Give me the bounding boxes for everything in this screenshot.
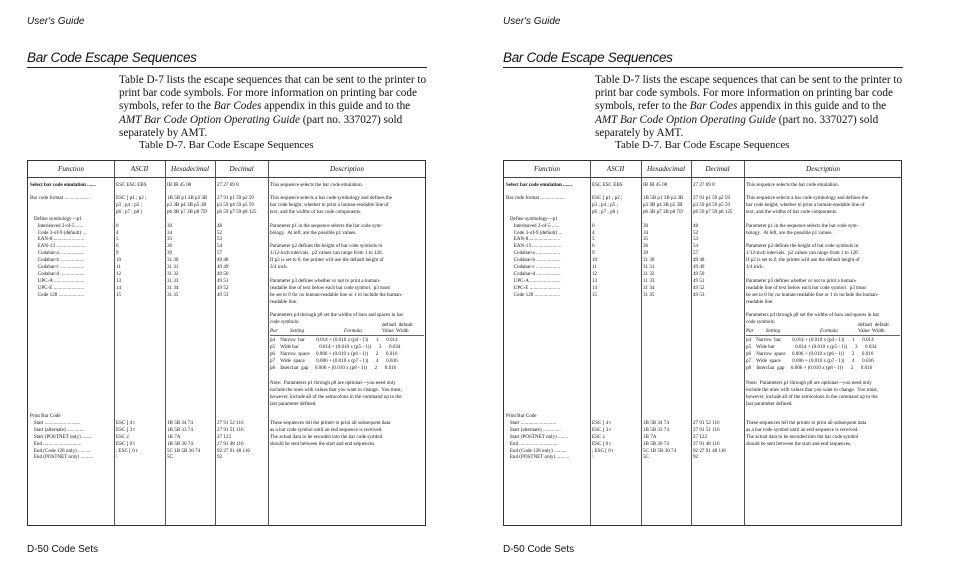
- print-function: Print Bar Code Start ............................ Start (alternate) .............. Start (POSTNET only) ........ End .............................. End (Code 128 only) .......... End (POSTNET only) ..........: [30, 413, 94, 461]
- col-description: Description: [330, 165, 364, 173]
- format-desc: This sequence selects a bar code symbology and defines the bar code height, whether to print a human-readable line of text, and the widths of bar code components. Parameter p1 in the sequence selects the bar code sym- bology. At left, are the possible p1 values. Parameter p2 defines the height of bar code symbols in 1/12-inch intervals. p2 values can range from 1 to 120. If p2 is set to 0, the printer will use the default height of 3/4 inch. Parameter p3 defines whether or not to print a human- readable line of text below each bar code symbol. p3 must be set to 0 for no human-readable line or 1 to include the human- readable line. Parameters p4 through p8 set the widths of bars and spaces in bar code symbols:: [746, 195, 880, 326]
- page-footer: D-50 Code Sets: [503, 544, 575, 555]
- title-rule: [503, 67, 903, 68]
- format-ascii: ESC [ p1 ; p2 ; p3 ; p4 ; p5 ; p6 ; p7 ; p8 } 0 4 5 6 9 10 11 12 13 14 15: [116, 195, 147, 298]
- col-ascii: ASCII: [130, 165, 149, 173]
- select-dec: 27 27 69 8: [693, 182, 715, 188]
- format-dec: 27 91 p1 59 p2 59 p3 59 p4 59 p5 59 p6 59 p7 59 p8 125 48 52 53 54 57 49 48 49 49 49 50 49 51 49 52 49 53: [693, 195, 733, 298]
- width-table: default default Value Width Par Setting Formula p4 Narrow bar 0.014 + (0.010 x (p4 - 1)) 1 0.014 p5 Wide bar 0.014 + (0.010 x (p5 - 1)) 3 0.034 p6 Narrow space 0.006 + (0.010 x (p6 - 1)) 2 0.016 p7 Wide space 0.006 + (0.010 x (p7 - 1)) 4 0.036 p8 Interchar gap 0.006 + (0.010 x (p8 - 1)) 2 0.016: [270, 322, 424, 384]
- section-title: Bar Code Escape Sequences: [503, 50, 673, 65]
- page-header: User's Guide: [27, 16, 85, 27]
- select-ascii: ESC ESC EBS: [116, 182, 147, 188]
- col-ascii: ASCII: [606, 165, 625, 173]
- format-hex: 1B 5B p1 3B p2 3B p3 3B p4 3B p5 3B p6 3B p7 3B p8 7D 30 34 35 36 39 31 30 31 31 31 32 31 33 31 34 31 35: [167, 195, 208, 298]
- print-function: Print Bar Code Start ............................ Start (alternate) .............. Start (POSTNET only) ........ End .............................. End (Code 128 only) .......... End (POSTNET only) ..........: [506, 413, 570, 461]
- page-header: User's Guide: [503, 16, 561, 27]
- col-function: Function: [534, 165, 560, 173]
- width-table: default default Value Width Par Setting Formula p4 Narrow bar 0.014 + (0.010 x (p4 - 1)) 1 0.014 p5 Wide bar 0.014 + (0.010 x (p5 - 1)) 3 0.034 p6 Narrow space 0.006 + (0.010 x (p6 - 1)) 2 0.016 p7 Wide space 0.006 + (0.010 x (p7 - 1)) 4 0.036 p8 Interchar gap 0.006 + (0.010 x (p8 - 1)) 2 0.016: [746, 322, 900, 384]
- format-function: Bar code format .................... Define symbology—p1 Interleaved 2-of-5 ...... Code 3-of-9 (default) ... EAN-8......................... EAN-13 ....................... Codabar-a ................... Codabar-b ................... Codabar-c ................... Codabar-d ................... UPC-A ........................ UPC-E ........................ Code 128 ....................: [506, 195, 566, 298]
- print-ascii: ESC [ 4 t ESC [ 3 t ESC z ESC [ 0 t ; ESC [ 0 t \: [116, 419, 138, 461]
- select-desc: This sequence selects the bar code emulation.: [270, 182, 363, 188]
- intro-paragraph: Table D-7 lists the escape sequences that can be sent to the printer to print bar code symbols. For more information on printing bar code symbols, refer to the Bar Codes appendix in this guide and to the AMT Bar Code Option Operating Guide (part no. 337027) sold separately by AMT.: [595, 74, 903, 139]
- col-hex: Hexadecimal: [647, 165, 685, 173]
- select-ascii: ESC ESC EBS: [592, 182, 623, 188]
- select-desc: This sequence selects the bar code emulation.: [746, 182, 839, 188]
- select-hex: IB IB 45 08: [643, 182, 668, 188]
- right-page: [503, 0, 923, 580]
- col-decimal: Decimal: [705, 165, 730, 173]
- col-description: Description: [806, 165, 840, 173]
- select-dec: 27 27 69 8: [217, 182, 239, 188]
- print-hex: 1B 5B 34 74 1B 5B 33 74 1B 7A 1B 5B 30 74 5C 1B 5B 30 74 5C: [167, 419, 201, 461]
- table-caption: Table D-7. Bar Code Escape Sequences: [615, 139, 790, 151]
- format-hex: 1B 5B p1 3B p2 3B p3 3B p4 3B p5 3B p6 3B p7 3B p8 7D 30 34 35 36 39 31 30 31 31 31 32 31 33 31 34 31 35: [643, 195, 684, 298]
- escape-sequence-table: [27, 160, 426, 526]
- select-function: Select bar code emulation .......: [30, 182, 96, 188]
- format-ascii: ESC [ p1 ; p2 ; p3 ; p4 ; p5 ; p6 ; p7 ; p8 } 0 4 5 6 9 10 11 12 13 14 15: [592, 195, 623, 298]
- format-desc: This sequence selects a bar code symbology and defines the bar code height, whether to print a human-readable line of text, and the widths of bar code components. Parameter p1 in the sequence selects the bar code sym- bology. At left, are the possible p1 values. Parameter p2 defines the height of bar code symbols in 1/12-inch intervals. p2 values can range from 1 to 120. If p2 is set to 0, the printer will use the default height of 3/4 inch. Parameter p3 defines whether or not to print a human- readable line of text below each bar code symbol. p3 must be set to 0 for no human-readable line or 1 to include the human- readable line. Parameters p4 through p8 set the widths of bars and spaces in bar code symbols:: [270, 195, 404, 326]
- escape-sequence-table: [503, 160, 902, 526]
- print-hex: 1B 5B 34 74 1B 5B 33 74 1B 7A 1B 5B 30 74 5C 1B 5B 30 74 5C: [643, 419, 677, 461]
- select-function: Select bar code emulation .......: [506, 182, 572, 188]
- page-footer: D-50 Code Sets: [27, 544, 99, 555]
- print-ascii: ESC [ 4 t ESC [ 3 t ESC z ESC [ 0 t ; ESC [ 0 t \: [592, 419, 614, 461]
- section-title: Bar Code Escape Sequences: [27, 50, 197, 65]
- print-dec: 27 91 52 116 27 91 51 116 27 122 27 91 48 116 92 27 91 48 116 92: [217, 419, 250, 461]
- format-note: Note: Parameters p1 through p8 are optional—you need only include the ones with values that you want to change. You must, however, include all of the semicolons in the command up to the last parameter defined.: [746, 380, 878, 407]
- format-dec: 27 91 p1 59 p2 59 p3 59 p4 59 p5 59 p6 59 p7 59 p8 125 48 52 53 54 57 49 48 49 49 49 50 49 51 49 52 49 53: [217, 195, 257, 298]
- col-function: Function: [58, 165, 84, 173]
- select-hex: IB IB 45 08: [167, 182, 192, 188]
- title-rule: [27, 67, 427, 68]
- format-function: Bar code format .................... Define symbology—p1 Interleaved 2-of-5 ...... Code 3-of-9 (default) ... EAN-8......................... EAN-13 ....................... Codabar-a ................... Codabar-b ................... Codabar-c ................... Codabar-d ................... UPC-A ........................ UPC-E ........................ Code 128 ....................: [30, 195, 90, 298]
- print-desc: These sequences tell the printer to print all subsequent data as a bar code symbol until an end sequence is received. The actual data to be encoded into the bar code symbol should be sent between the start and end sequences.: [746, 419, 867, 447]
- left-page: [27, 0, 447, 580]
- table-caption: Table D-7. Bar Code Escape Sequences: [139, 139, 314, 151]
- col-decimal: Decimal: [229, 165, 254, 173]
- col-hex: Hexadecimal: [171, 165, 209, 173]
- print-desc: These sequences tell the printer to print all subsequent data as a bar code symbol until an end sequence is received. The actual data to be encoded into the bar code symbol should be sent between the start and end sequences.: [270, 419, 391, 447]
- intro-paragraph: Table D-7 lists the escape sequences that can be sent to the printer to print bar code symbols. For more information on printing bar code symbols, refer to the Bar Codes appendix in this guide and to the AMT Bar Code Option Operating Guide (part no. 337027) sold separately by AMT.: [119, 74, 427, 139]
- format-note: Note: Parameters p1 through p8 are optional—you need only include the ones with values that you want to change. You must, however, include all of the semicolons in the command up to the last parameter defined.: [270, 380, 402, 407]
- print-dec: 27 91 52 116 27 91 51 116 27 122 27 91 48 116 92 27 91 48 116 92: [693, 419, 726, 461]
